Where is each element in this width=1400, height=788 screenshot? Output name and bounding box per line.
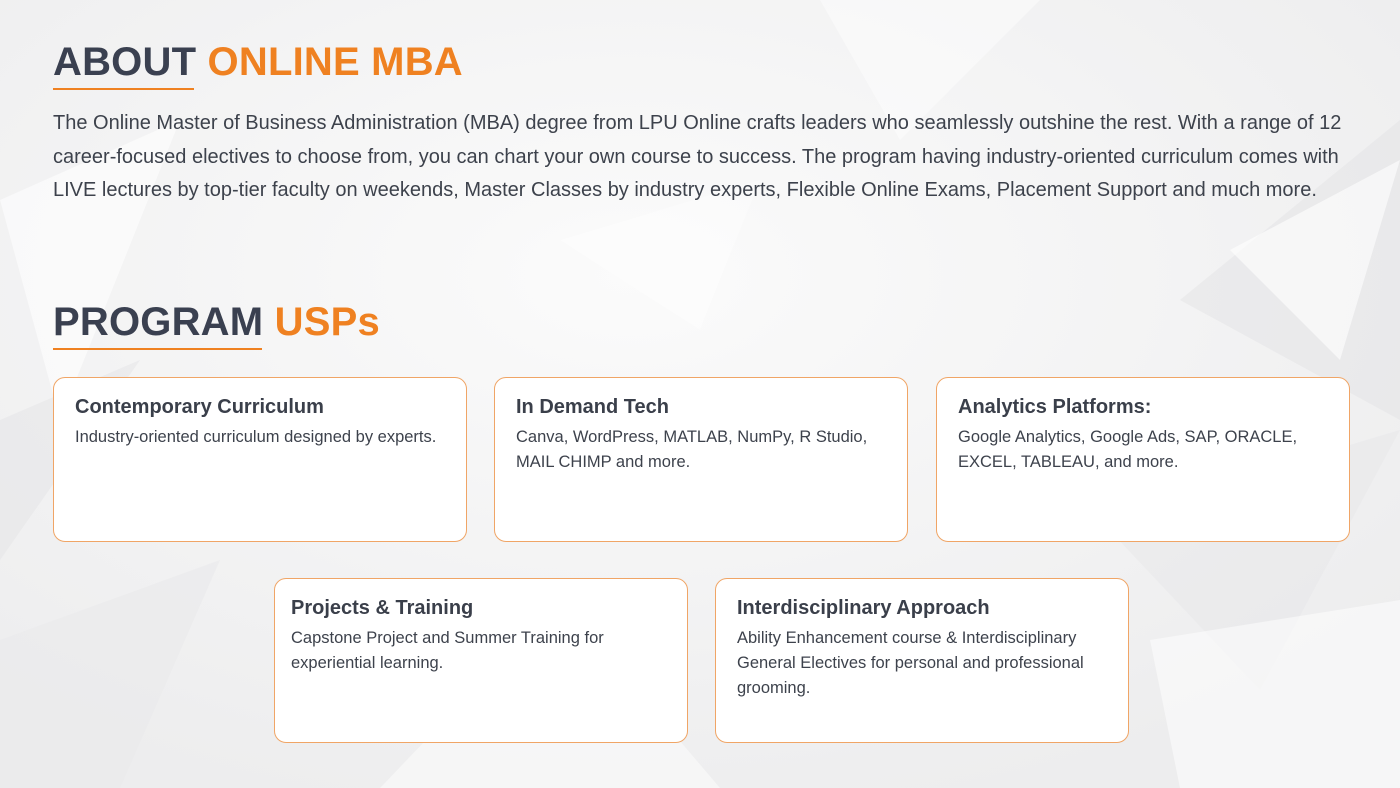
usps-heading-underline [53, 348, 262, 350]
usp-card-contemporary-curriculum [53, 377, 467, 542]
about-heading-accent: ONLINE MBA [207, 40, 463, 84]
about-heading [53, 42, 463, 82]
usp-card-projects-training [274, 578, 688, 743]
usp-card-title: Interdisciplinary Approach [737, 597, 990, 619]
usp-card-description: Google Analytics, Google Ads, SAP, ORACLE, EXCEL, TABLEAU, and more. [958, 428, 1298, 471]
usp-card-title: Analytics Platforms: [958, 396, 1152, 418]
usp-card-title: In Demand Tech [516, 396, 669, 418]
usps-heading-dark: PROGRAM [53, 300, 264, 344]
usp-card-analytics-platforms [936, 377, 1350, 542]
usp-card-title: Projects & Training [291, 597, 474, 619]
usp-card-title: Contemporary Curriculum [75, 396, 324, 418]
usps-heading [53, 302, 380, 342]
usp-card-description: Capstone Project and Summer Training for experiential learning. [291, 629, 604, 672]
about-heading-underline [53, 88, 194, 90]
usp-card-description: Ability Enhancement course & Interdisciplinary General Electives for personal and professional grooming. [737, 629, 1084, 697]
usp-card-in-demand-tech [494, 377, 908, 542]
about-heading-dark: ABOUT [53, 40, 197, 84]
about-description: The Online Master of Business Administration (MBA) degree from LPU Online crafts leaders who seamlessly outshine the rest. With a range of 12 career-focused electives to choose from, you can chart your own course to success. The program having industry-oriented curriculum comes with LIVE lectures by top-tier faculty on weekends, Master Classes by industry experts, Flexible Online Exams, Placement Support and much more. [53, 112, 1342, 201]
usp-card-interdisciplinary-approach [715, 578, 1129, 743]
usp-card-description: Canva, WordPress, MATLAB, NumPy, R Studio, MAIL CHIMP and more. [516, 428, 868, 471]
usp-card-description: Industry-oriented curriculum designed by experts. [75, 428, 437, 446]
usps-heading-accent: USPs [274, 300, 380, 344]
